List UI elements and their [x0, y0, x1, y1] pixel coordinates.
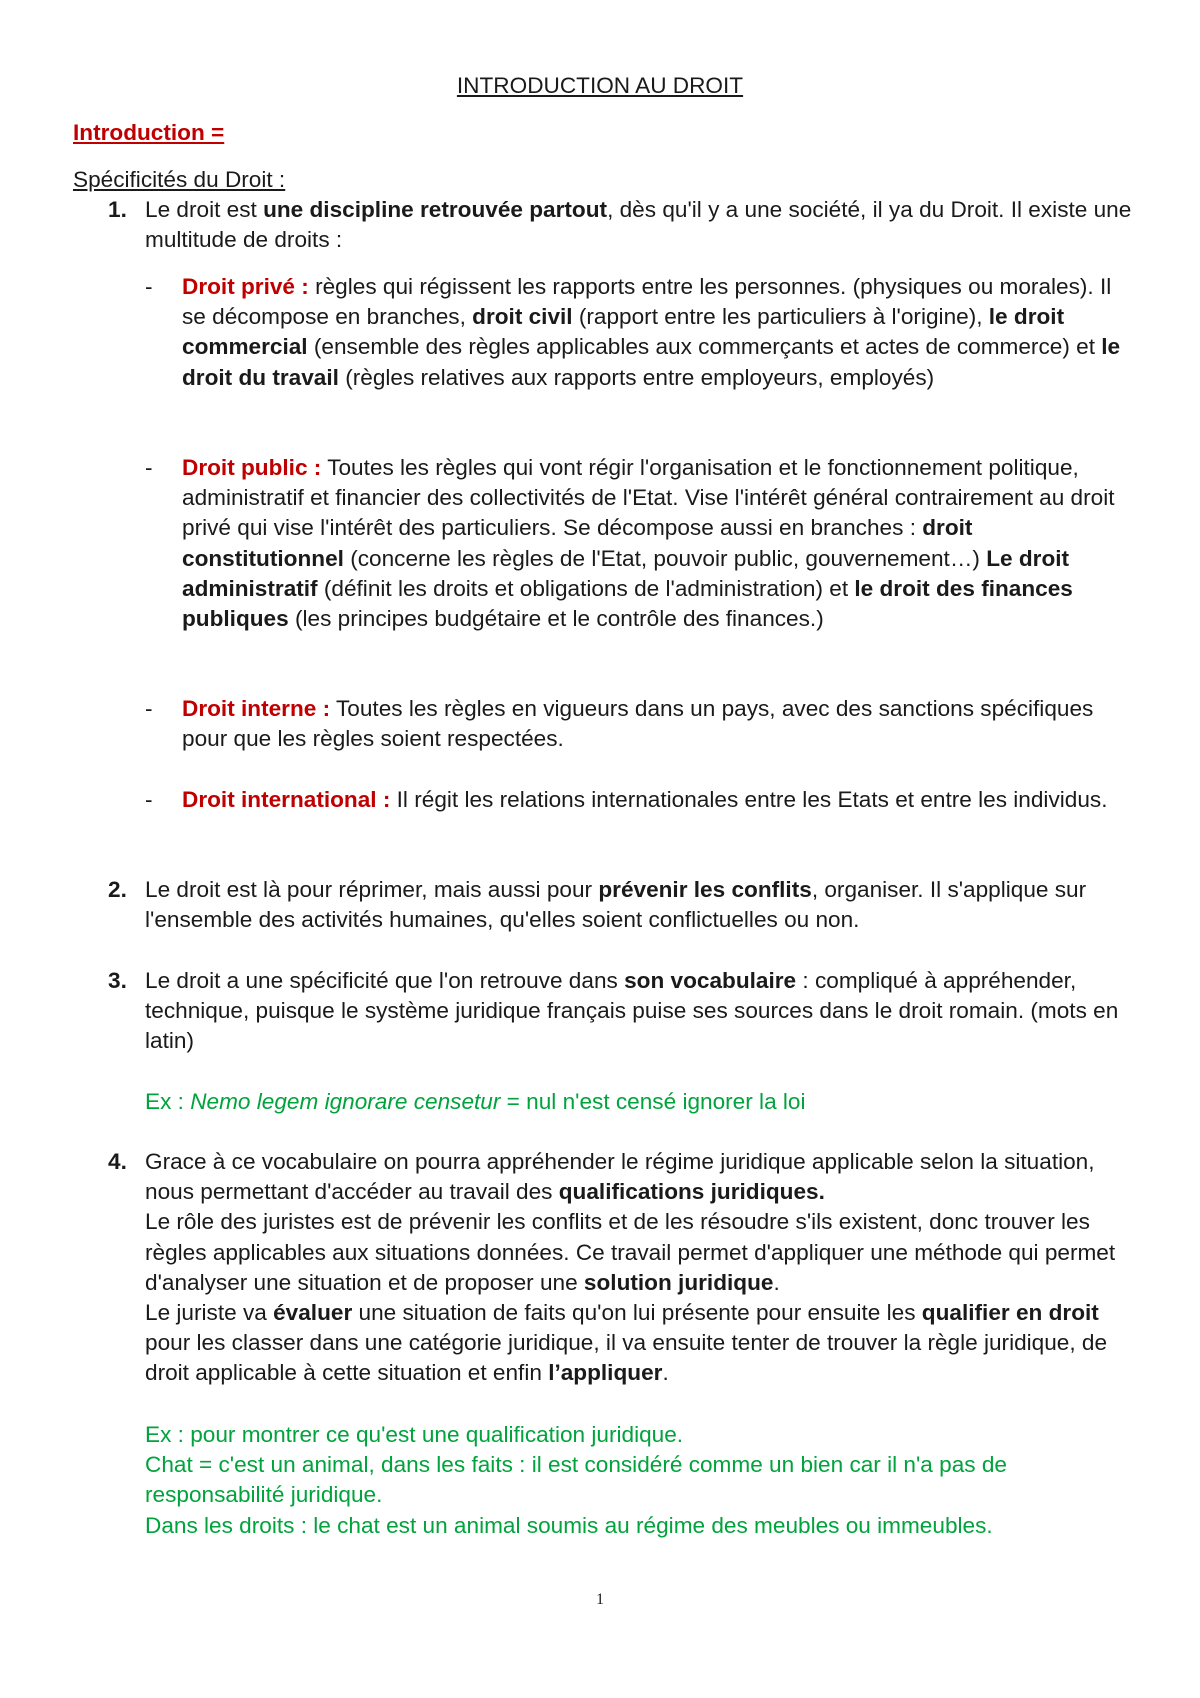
dash-bullet: - — [145, 455, 153, 480]
bold-text: le droit commercial — [182, 304, 1065, 360]
text-span: Grace à ce vocabulaire on pourra appréhender le régime juridique applicable selon la situation, nous permettant d'accéder au travail des — [145, 1149, 1095, 1205]
bold-text: son vocabulaire — [624, 968, 797, 993]
list-number-4: 4. — [108, 1149, 127, 1174]
text-span: (les principes budgétaire et le contrôle des finances.) — [288, 606, 824, 632]
text-span: pour les classer dans une catégorie juridique, il va ensuite tenter de trouver la règle juridique, de droit applicable à cette situation et enfin — [145, 1330, 1108, 1386]
example-line: Ex : pour montrer ce qu'est une qualification juridique. — [145, 1422, 684, 1447]
italic-text: Nemo legem ignorare censetur — [190, 1089, 501, 1114]
text-span: : compliqué à appréhender, technique, puisque le système juridique français puise ses sources dans le droit romain. (mots en latin) — [145, 968, 1119, 1054]
text-span: . — [773, 1269, 780, 1295]
bold-text: Le droit administratif — [182, 545, 1070, 601]
text-span: Le droit est là pour réprimer, mais aussi pour — [145, 877, 599, 902]
list-item-4 — [145, 1147, 1135, 1389]
subheading-specificites: Spécificités du Droit : — [73, 167, 286, 192]
subitem-droit-prive — [182, 272, 1140, 393]
list-item-1 — [145, 195, 1135, 255]
example-latin — [145, 1087, 1135, 1117]
bold-text: l’appliquer — [548, 1360, 663, 1386]
text-span: Le droit a une spécificité que l'on retrouve dans — [145, 968, 625, 993]
list-number-2: 2. — [108, 877, 127, 902]
subitem-droit-international — [182, 785, 1140, 815]
bold-text: une discipline retrouvée partout — [263, 197, 608, 222]
list-number-3: 3. — [108, 968, 127, 993]
list-item-3 — [145, 966, 1135, 1057]
subitem-label: Droit public : — [182, 455, 322, 480]
paragraph-role-juristes — [145, 1207, 1135, 1298]
text-span: , dès qu'il y a une société, il ya du Droit. Il existe une multitude de droits : — [145, 197, 1132, 253]
bold-text: le droit des finances publiques — [182, 575, 1073, 632]
example-qualification — [145, 1420, 1135, 1541]
page-number: 1 — [596, 1591, 604, 1608]
bold-text: droit constitutionnel — [182, 515, 973, 571]
bold-text: prévenir les conflits — [598, 877, 812, 902]
example-line: Chat = c'est un animal, dans les faits : il est considéré comme un bien car il n'a pas de responsabilité juridique. — [145, 1452, 1007, 1508]
bold-text: qualifier en droit — [921, 1300, 1099, 1326]
subitem-droit-public — [182, 453, 1140, 634]
text-span: (rapport entre les particuliers à l'origine), — [572, 304, 989, 330]
bold-text: qualifications juridiques. — [558, 1179, 825, 1205]
text-span: . — [662, 1360, 669, 1386]
text-span: Ex : — [145, 1089, 191, 1114]
dash-bullet: - — [145, 274, 153, 299]
paragraph-juriste-evaluer — [145, 1298, 1135, 1389]
bold-text: droit civil — [472, 304, 573, 330]
text-span: = nul n'est censé ignorer la loi — [500, 1089, 806, 1114]
list-item-2 — [145, 875, 1135, 935]
dash-bullet: - — [145, 696, 153, 721]
text-span: (règles relatives aux rapports entre employeurs, employés) — [338, 364, 935, 390]
text-span: Le juriste va — [145, 1300, 274, 1326]
bold-text: évaluer — [273, 1300, 353, 1326]
example-line: Dans les droits : le chat est un animal soumis au régime des meubles ou immeubles. — [145, 1512, 993, 1538]
subitem-label: Droit international : — [182, 787, 391, 812]
text-span: Toutes les règles qui vont régir l'organisation et le fonctionnement politique, administratif et financier des collectivités de l'Etat. Vise l'intérêt général contrairement au droit privé qui vise l'intérêt des particuliers. Se décompose aussi en branches : — [182, 455, 1115, 541]
list-number-1: 1. — [108, 197, 127, 222]
subitem-label: Droit interne : — [182, 696, 331, 721]
subitem-label: Droit privé : — [182, 274, 309, 299]
dash-bullet: - — [145, 787, 153, 812]
text-span: une situation de faits qu'on lui présente pour ensuite les — [352, 1300, 922, 1326]
text-span: (ensemble des règles applicables aux commerçants et actes de commerce) et — [307, 334, 1102, 360]
text-span: règles qui régissent les rapports entre les personnes. (physiques ou morales). Il se décompose en branches, — [182, 274, 1112, 330]
text-span: Le rôle des juristes est de prévenir les conflits et de les résoudre s'ils existent, donc trouver les règles applicables aux situations données. Ce travail permet d'appliquer une méthode qui permet d'analyser une situation et de proposer une — [145, 1209, 1116, 1295]
section-heading-introduction: Introduction = — [73, 120, 225, 145]
text-span: Le droit est — [145, 197, 264, 222]
text-span: (définit les droits et obligations de l'administration) et — [317, 575, 855, 601]
subitem-droit-interne — [182, 694, 1140, 754]
document-title: INTRODUCTION AU DROIT — [456, 73, 744, 98]
text-span: Toutes les règles en vigueurs dans un pays, avec des sanctions spécifiques pour que les règles soient respectées. — [182, 696, 1094, 752]
bold-text: solution juridique — [583, 1269, 774, 1295]
text-span: , organiser. Il s'applique sur l'ensemble des activités humaines, qu'elles soient conflictuelles ou non. — [145, 877, 1087, 933]
text-span: Il régit les relations internationales entre les Etats et entre les individus. — [390, 787, 1108, 812]
text-span: (concerne les règles de l'Etat, pouvoir public, gouvernement…) — [343, 545, 987, 571]
bold-text: le droit du travail — [182, 334, 1121, 390]
